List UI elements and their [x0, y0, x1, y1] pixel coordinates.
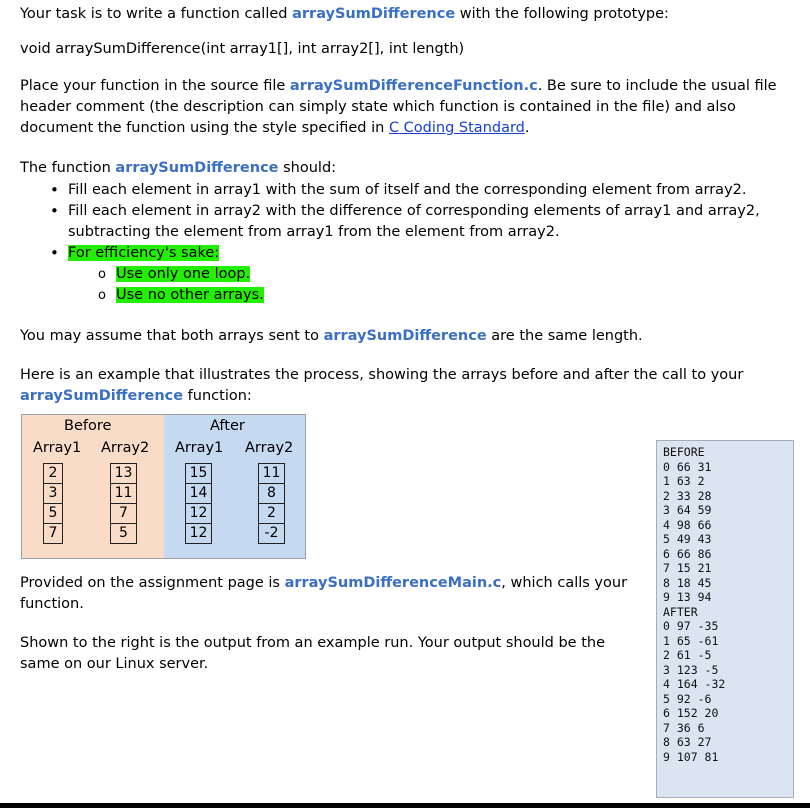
table-cell: 5 [119, 525, 128, 541]
list-item: • Fill each element in array1 with the sum of itself and the corresponding element from array2. [20, 180, 800, 201]
efficiency-list [68, 264, 800, 306]
console-line: 0 66 31 [663, 459, 712, 474]
function-file-name: arraySumDifferenceFunction.c [289, 78, 538, 94]
console-line: 5 92 -6 [663, 691, 712, 706]
console-line: 8 63 27 [663, 735, 712, 749]
console-line: AFTER [663, 604, 698, 619]
list-item [68, 264, 800, 285]
after-array1-column [185, 463, 212, 544]
efficiency-label: For efficiency's sake: [68, 245, 220, 261]
column-header: Array2 [245, 440, 294, 456]
column-header: Array1 [33, 440, 82, 456]
bottom-divider [0, 803, 810, 808]
function-name: arraySumDifference [292, 6, 456, 22]
list-item [68, 285, 800, 306]
console-line: 1 63 2 [663, 474, 705, 488]
console-line: 6 152 20 [663, 706, 719, 720]
table-cell: 5 [44, 504, 62, 524]
table-cell: 2 [259, 504, 284, 524]
table-cell: 13 [111, 464, 136, 484]
should-text [20, 158, 336, 179]
example-table [21, 414, 306, 559]
assume-text [20, 326, 643, 347]
console-line: 5 49 43 [663, 532, 712, 546]
prototype-text: void arraySumDifference(int array1[], int array2[], int length) [20, 41, 465, 57]
table-cell: -2 [264, 525, 279, 541]
shown-text: Shown to the right is the output from an example run. Your output should be the same on our Linux server. [20, 635, 605, 672]
place-post: . [524, 120, 530, 136]
column-header: Array2 [101, 440, 150, 456]
provided-text [20, 573, 640, 615]
after-header: After [210, 418, 245, 434]
should-post: should: [278, 160, 337, 176]
coding-standard-link[interactable]: C Coding Standard [388, 120, 525, 136]
console-line: 3 64 59 [663, 503, 712, 517]
console-line: 7 36 6 [663, 720, 705, 735]
list-item: • Fill each element in array2 with the difference of corresponding elements of array1 and array2, subtracting the element from array1 from the element from array2. [20, 201, 800, 243]
place-mid: . Be sure to include the usual file header comment (the description can simply state which function is contained in the file) and also document the function using the style specified in [20, 78, 777, 136]
console-line: 9 107 81 [663, 749, 719, 764]
console-line: 4 98 66 [663, 517, 712, 532]
table-cell: 11 [111, 484, 136, 504]
list-item [20, 243, 800, 306]
table-cell: 7 [111, 504, 136, 524]
console-line: 2 33 28 [663, 488, 712, 503]
intro-text [20, 4, 669, 25]
place-pre: Place your function in the source file [20, 78, 290, 94]
before-array1-column [43, 463, 63, 544]
console-line: 7 15 21 [663, 561, 712, 575]
table-cell: 12 [189, 525, 208, 541]
console-line: BEFORE [663, 445, 705, 459]
provided-pre: Provided on the assignment page is [20, 575, 285, 591]
console-line: 2 61 -5 [663, 648, 712, 662]
table-cell: 12 [186, 504, 211, 524]
function-name: arraySumDifference [20, 388, 184, 404]
function-name: arraySumDifference [115, 160, 279, 176]
provided-post: , which calls your function. [20, 575, 628, 612]
assume-post: are the same length. [486, 328, 643, 344]
console-line: 9 13 94 [663, 590, 712, 604]
table-cell: 14 [186, 484, 211, 504]
example-text [20, 365, 795, 407]
column-header: Array1 [175, 440, 224, 456]
place-paragraph [20, 76, 792, 139]
intro-pre: Your task is to write a function called [20, 6, 293, 22]
efficiency-item: Use no other arrays. [116, 287, 264, 303]
requirements-list [20, 180, 800, 306]
intro-post: with the following prototype: [455, 6, 669, 22]
table-cell: 15 [186, 464, 211, 484]
before-array2-column [110, 463, 137, 544]
efficiency-item: Use only one loop. [116, 266, 251, 282]
console-line: 1 65 -61 [663, 633, 719, 648]
main-file-name: arraySumDifferenceMain.c [284, 575, 502, 591]
example-post: function: [183, 388, 252, 404]
table-cell: 7 [48, 525, 58, 541]
function-name: arraySumDifference [323, 328, 487, 344]
console-line: 8 18 45 [663, 575, 712, 590]
table-cell: 3 [44, 484, 62, 504]
table-cell: 11 [259, 464, 284, 484]
console-line: 6 66 86 [663, 546, 712, 561]
console-line: 0 97 -35 [663, 619, 719, 633]
example-pre: Here is an example that illustrates the process, showing the arrays before and after the call to your [20, 367, 744, 383]
before-header: Before [64, 418, 112, 434]
assume-pre: You may assume that both arrays sent to [20, 328, 324, 344]
console-line: 3 123 -5 [663, 662, 719, 677]
console-output [656, 440, 794, 798]
should-pre: The function [20, 160, 116, 176]
table-cell: 2 [44, 464, 62, 484]
after-array2-column [258, 463, 285, 544]
table-cell: 8 [259, 484, 284, 504]
console-line: 4 164 -32 [663, 677, 726, 691]
